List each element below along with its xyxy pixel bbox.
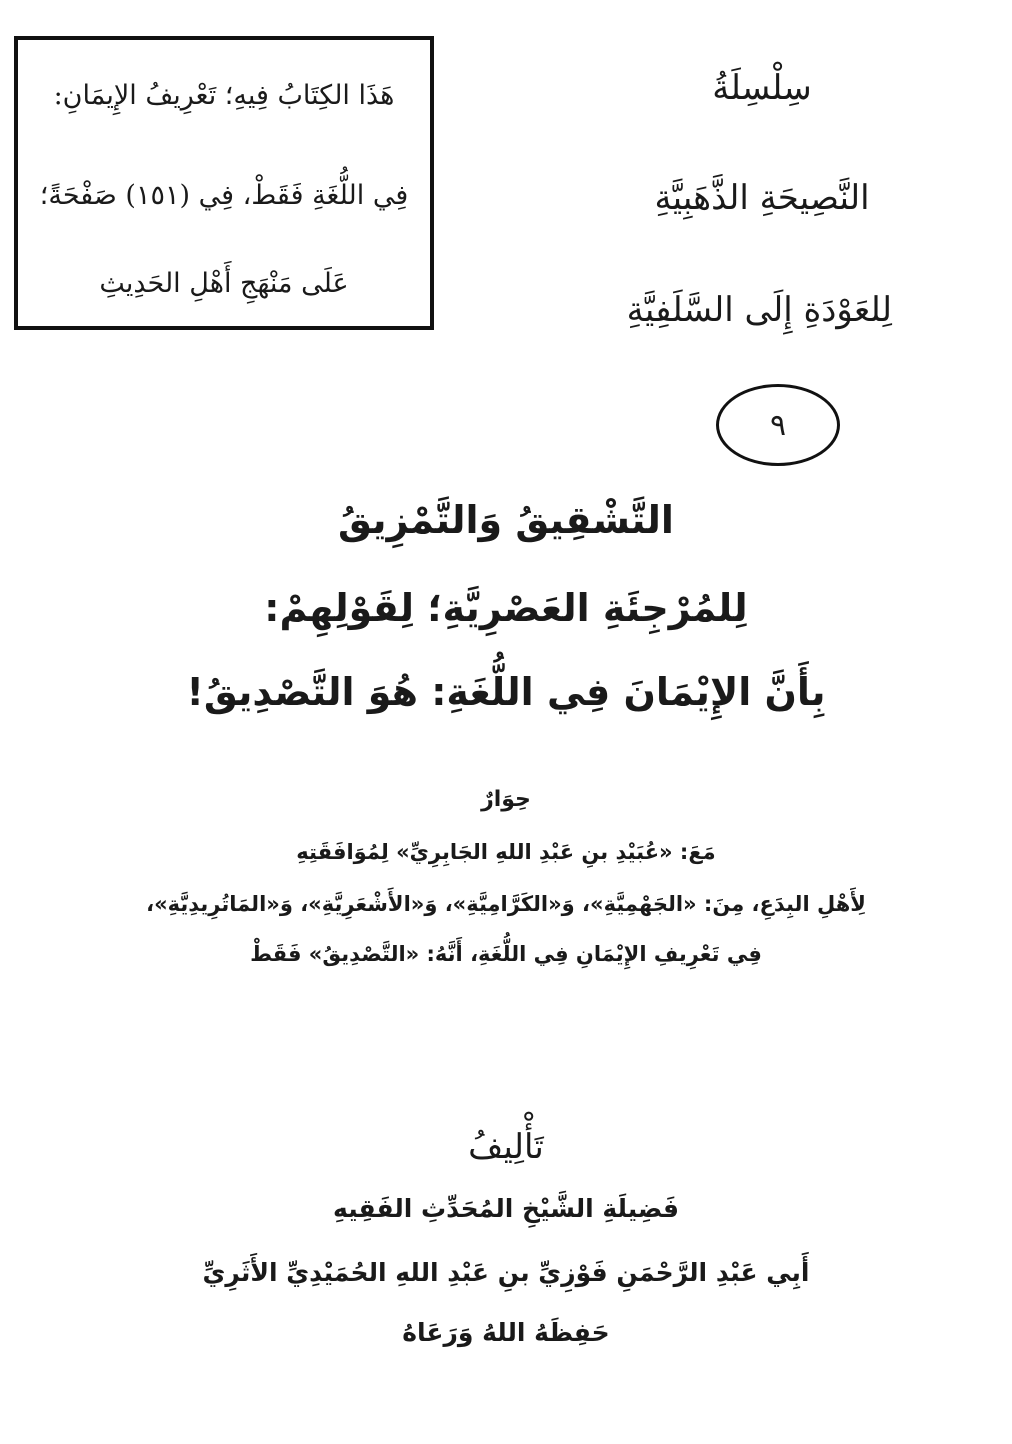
book-info-box bbox=[14, 36, 434, 330]
dialogue-line-1: مَعَ: «عُبَيْدِ بنِ عَبْدِ اللهِ الجَابِرِيِّ» لِمُوَافَقَتِهِ bbox=[296, 840, 716, 864]
info-line-3: عَلَى مَنْهَجِ أَهْلِ الحَدِيثِ bbox=[99, 268, 349, 299]
book-title-line-3: بِأَنَّ الإِيْمَانَ فِي اللُّغَةِ: هُوَ التَّصْدِيقُ! bbox=[186, 670, 826, 714]
author-name: أَبِي عَبْدِ الرَّحْمَنِ فَوْزِيِّ بنِ عَبْدِ اللهِ الحُمَيْدِيِّ الأَثَرِيِّ bbox=[202, 1258, 810, 1287]
dialogue-heading: حِوَارٌ bbox=[481, 787, 531, 812]
series-title-line-2: النَّصِيحَةِ الذَّهَبِيَّةِ bbox=[654, 178, 870, 218]
series-title-line-3: لِلعَوْدَةِ إِلَى السَّلَفِيَّةِ bbox=[626, 290, 892, 330]
book-title-line-1: التَّشْقِيقُ وَالتَّمْزِيقُ bbox=[338, 498, 674, 542]
info-line-2: فِي اللُّغَةِ فَقَطْ، فِي (١٥١) صَفْحَةً؛ bbox=[39, 180, 409, 211]
author-blessing: حَفِظَهُ اللهُ وَرَعَاهُ bbox=[402, 1318, 610, 1347]
series-title-line-1: سِلْسِلَةُ bbox=[712, 68, 812, 108]
author-title: فَضِيلَةِ الشَّيْخِ المُحَدِّثِ الفَقِيهِ bbox=[333, 1194, 679, 1223]
book-title-line-2: لِلمُرْجِئَةِ العَصْرِيَّةِ؛ لِقَوْلِهِمْ: bbox=[264, 586, 748, 630]
series-number-badge: ٩ bbox=[716, 384, 840, 466]
authorship-heading: تَأْلِيفُ bbox=[468, 1127, 544, 1167]
info-line-1: هَذَا الكِتَابُ فِيهِ؛ تَعْرِيفُ الإِيمَانِ: bbox=[53, 80, 395, 111]
dialogue-line-2: لِأَهْلِ البِدَعِ، مِنَ: «الجَهْمِيَّةِ»، وَ«الكَرَّامِيَّةِ»، وَ«الأَشْعَرِيَّةِ»، وَ«المَاتُرِيدِيَّةِ»، bbox=[146, 892, 866, 916]
dialogue-line-3: فِي تَعْرِيفِ الإِيْمَانِ فِي اللُّغَةِ، أَنَّهُ: «التَّصْدِيقُ» فَقَطْ bbox=[250, 942, 762, 966]
